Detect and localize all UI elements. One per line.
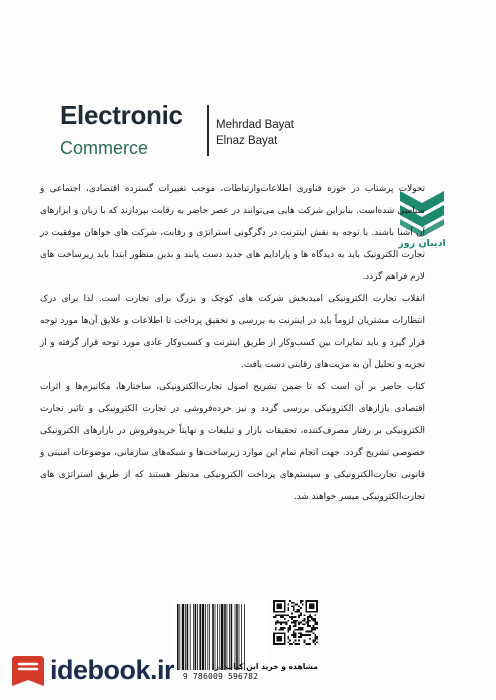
description-paragraph-2: انقلاب تجارت الکترونیکی امیدبخش شرکت های کوچک و بزرگ برای تجارت است. لذا برای درک انتظارات مشتریان لزوماً باید در اینترنت به بررسی و تحقیق پرداخت تا اطلاعات و علایق آن‌ها مورد توجه قرار گیرد و باید تمایزات بین کسب‌وکار از طریق اینترنت و کسب‌وکار عادی مورد توجه قرار گرفته و از تجزیه و تحلیل آن به مزیت‌های رقابتی دست یافت.: [40, 294, 425, 370]
description-paragraph-1: تحولات پرشتاب در حوزه فناوری اطلاعات‌وارتباطات، موجب تغییرات گسترده اقتصادی، اجتماعی و سیاسی شده‌است. بنابراین شرکت هایی می‌توانند در عصر حاضر به رقابت بپردازند که با زبان و ابزارهای آن آشنا باشند. با توجه به نقش اینترنت در دگرگونی استراتژی و رقابت، شرکت های خواهان موفقیت در تجارت الکترونیک باید به دیدگاه ها و پارادایم های جدید دست یابند و بدین منظور ابتدا باید زیرساخت های لازم فراهم گردد.: [40, 184, 425, 282]
shop-caption: مشاهده و خرید این کتاب در:: [211, 662, 318, 671]
idebook-watermark[interactable]: [8, 650, 178, 695]
publisher-name: ادیبان روز: [398, 238, 446, 249]
authors: [216, 117, 294, 149]
description-paragraph-3: کتاب حاضر بر آن است که تا ضمن تشریح اصول تجارت‌الکترونیکی، ساختارها، مکانیزم‌ها و اثرات اقتصادی بازارهای الکترونیکی بررسی گردد و نیز خرده‌فروشی در تجارت الکترونیکی و تاثیر تجارت الکترونیکی بر رفتار مصرف‌کننده، تحقیقات بازار و تبلیغات و نهایتاً خرید‌وفروش در بازارهای الکترونیکی خصوصی تشریح گردد. جهت انجام تمام این موارد زیرساخت‌ها و شبکه‌های سازمانی، موضوعات امنیتی و قانونی تجارت‌الکترونیکی و سیستم‌های پرداخت الکترونیکی مدنظر هستند که از طریق استراتژی های تجارت‌الکترونیکی میسر خواهند شد.: [40, 382, 425, 502]
title-divider: [207, 105, 209, 156]
author-2: Elnaz Bayat: [216, 135, 278, 147]
barcode-number: 9 786009 596782: [182, 672, 259, 681]
qr-code-icon[interactable]: [273, 600, 318, 645]
watermark-logo-text: idebook.ir: [50, 655, 175, 685]
book-logo-icon: [8, 652, 48, 692]
author-1: Mehrdad Bayat: [216, 119, 294, 131]
book-subtitle: Commerce: [60, 138, 149, 158]
description-text: [40, 178, 425, 508]
book-title: Electronic: [60, 100, 183, 130]
